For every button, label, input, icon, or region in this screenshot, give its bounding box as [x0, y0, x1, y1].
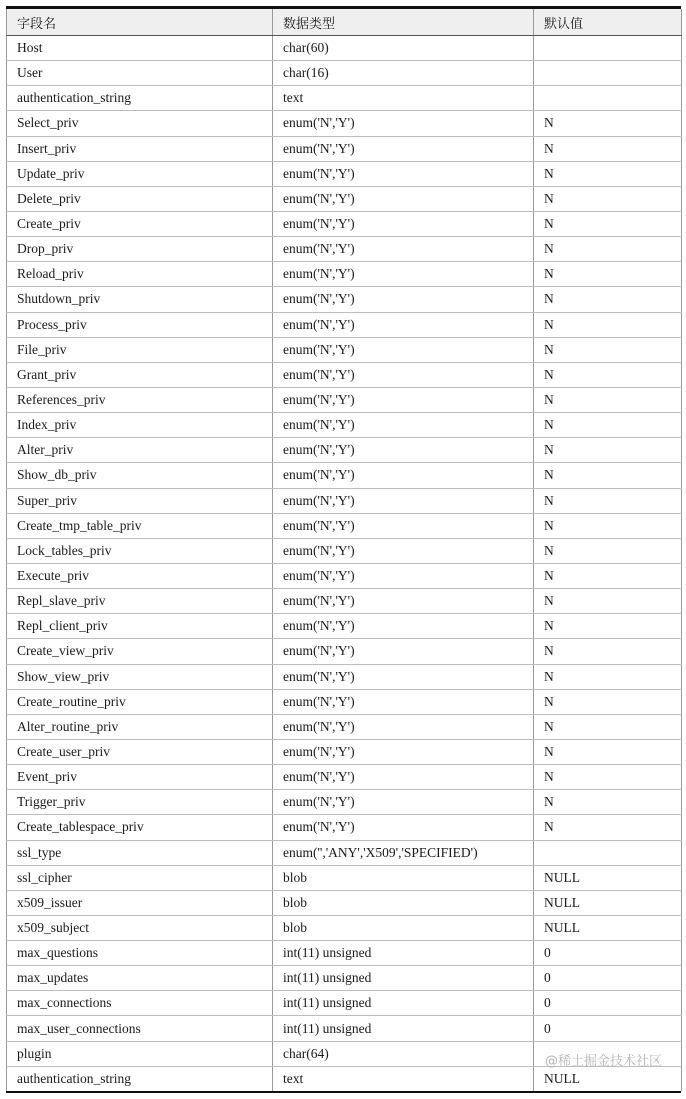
cell-field-name: plugin [7, 1041, 273, 1066]
cell-field-name: Repl_slave_priv [7, 589, 273, 614]
table-row [7, 714, 682, 739]
table-row [7, 765, 682, 790]
cell-data-type: text [273, 1066, 534, 1091]
cell-data-type: enum('N','Y') [273, 689, 534, 714]
table-body [7, 36, 682, 1091]
cell-data-type: enum('N','Y') [273, 513, 534, 538]
cell-default-value: N [534, 211, 682, 236]
cell-field-name: max_user_connections [7, 1016, 273, 1041]
cell-field-name: Create_tmp_table_priv [7, 513, 273, 538]
cell-field-name: Delete_priv [7, 186, 273, 211]
cell-default-value: 0 [534, 966, 682, 991]
table-row [7, 237, 682, 262]
table-row [7, 36, 682, 61]
cell-field-name: Trigger_priv [7, 790, 273, 815]
cell-default-value: N [534, 337, 682, 362]
cell-field-name: Alter_priv [7, 438, 273, 463]
table-header [7, 9, 682, 36]
cell-default-value [534, 86, 682, 111]
cell-field-name: Drop_priv [7, 237, 273, 262]
cell-default-value [534, 840, 682, 865]
table-row [7, 664, 682, 689]
cell-data-type: enum('N','Y') [273, 362, 534, 387]
cell-default-value: N [534, 312, 682, 337]
cell-data-type: enum('N','Y') [273, 337, 534, 362]
cell-data-type: enum('N','Y') [273, 614, 534, 639]
header-data-type: 数据类型 [273, 9, 534, 36]
cell-field-name: Lock_tables_priv [7, 538, 273, 563]
cell-field-name: Host [7, 36, 273, 61]
cell-data-type: char(64) [273, 1041, 534, 1066]
cell-data-type: enum('','ANY','X509','SPECIFIED') [273, 840, 534, 865]
table-row [7, 488, 682, 513]
cell-field-name: ssl_cipher [7, 865, 273, 890]
cell-data-type: blob [273, 865, 534, 890]
watermark: @稀土掘金技术社区 [544, 1054, 662, 1069]
cell-field-name: authentication_string [7, 1066, 273, 1091]
header-row [7, 9, 682, 36]
cell-data-type: enum('N','Y') [273, 287, 534, 312]
table-row [7, 991, 682, 1016]
table-row [7, 865, 682, 890]
cell-default-value: N [534, 765, 682, 790]
cell-default-value [534, 61, 682, 86]
cell-data-type: enum('N','Y') [273, 186, 534, 211]
cell-field-name: Create_user_priv [7, 739, 273, 764]
table-row [7, 111, 682, 136]
table-row [7, 136, 682, 161]
cell-data-type: enum('N','Y') [273, 639, 534, 664]
cell-field-name: User [7, 61, 273, 86]
cell-field-name: max_questions [7, 941, 273, 966]
cell-default-value: N [534, 161, 682, 186]
table-row [7, 387, 682, 412]
cell-data-type: enum('N','Y') [273, 312, 534, 337]
cell-field-name: Alter_routine_priv [7, 714, 273, 739]
table-row [7, 941, 682, 966]
cell-data-type: enum('N','Y') [273, 739, 534, 764]
cell-field-name: References_priv [7, 387, 273, 412]
cell-data-type: enum('N','Y') [273, 262, 534, 287]
table-row [7, 186, 682, 211]
cell-data-type: enum('N','Y') [273, 538, 534, 563]
cell-default-value: N [534, 614, 682, 639]
cell-default-value: NULL [534, 865, 682, 890]
cell-data-type: int(11) unsigned [273, 941, 534, 966]
table-row [7, 563, 682, 588]
cell-field-name: Update_priv [7, 161, 273, 186]
cell-default-value: N [534, 714, 682, 739]
cell-data-type: enum('N','Y') [273, 387, 534, 412]
cell-default-value: N [534, 815, 682, 840]
table-row [7, 614, 682, 639]
cell-default-value: N [534, 563, 682, 588]
table-row [7, 362, 682, 387]
cell-field-name: max_connections [7, 991, 273, 1016]
cell-data-type: char(60) [273, 36, 534, 61]
field-table [6, 9, 682, 1091]
table-row [7, 790, 682, 815]
cell-default-value: N [534, 664, 682, 689]
cell-default-value: N [534, 463, 682, 488]
cell-data-type: enum('N','Y') [273, 211, 534, 236]
cell-default-value: N [534, 237, 682, 262]
cell-data-type: enum('N','Y') [273, 765, 534, 790]
cell-data-type: int(11) unsigned [273, 966, 534, 991]
cell-default-value: NULL [534, 915, 682, 940]
header-field-name: 字段名 [7, 9, 273, 36]
cell-data-type: enum('N','Y') [273, 413, 534, 438]
table-row [7, 890, 682, 915]
cell-default-value: 0 [534, 941, 682, 966]
cell-default-value: 0 [534, 1016, 682, 1041]
table-row [7, 513, 682, 538]
cell-default-value [534, 36, 682, 61]
cell-field-name: Reload_priv [7, 262, 273, 287]
cell-data-type: enum('N','Y') [273, 790, 534, 815]
cell-field-name: Repl_client_priv [7, 614, 273, 639]
cell-field-name: x509_issuer [7, 890, 273, 915]
cell-data-type: enum('N','Y') [273, 463, 534, 488]
cell-field-name: Show_view_priv [7, 664, 273, 689]
table-row [7, 61, 682, 86]
table-row [7, 262, 682, 287]
cell-default-value: N [534, 136, 682, 161]
cell-default-value: N [534, 413, 682, 438]
cell-field-name: Event_priv [7, 765, 273, 790]
cell-default-value: N [534, 488, 682, 513]
cell-data-type: enum('N','Y') [273, 714, 534, 739]
cell-default-value: 0 [534, 991, 682, 1016]
cell-data-type: enum('N','Y') [273, 111, 534, 136]
cell-field-name: x509_subject [7, 915, 273, 940]
cell-data-type: blob [273, 890, 534, 915]
cell-data-type: enum('N','Y') [273, 438, 534, 463]
cell-field-name: authentication_string [7, 86, 273, 111]
cell-field-name: Insert_priv [7, 136, 273, 161]
cell-default-value: N [534, 689, 682, 714]
cell-field-name: Index_priv [7, 413, 273, 438]
cell-default-value: N [534, 538, 682, 563]
table-row [7, 86, 682, 111]
cell-default-value: N [534, 387, 682, 412]
cell-data-type: int(11) unsigned [273, 991, 534, 1016]
cell-default-value: N [534, 639, 682, 664]
cell-default-value: N [534, 186, 682, 211]
cell-field-name: Show_db_priv [7, 463, 273, 488]
cell-field-name: Grant_priv [7, 362, 273, 387]
cell-field-name: Shutdown_priv [7, 287, 273, 312]
cell-default-value: N [534, 513, 682, 538]
table-row [7, 161, 682, 186]
table-row [7, 689, 682, 714]
cell-data-type: enum('N','Y') [273, 161, 534, 186]
cell-field-name: Process_priv [7, 312, 273, 337]
cell-data-type: blob [273, 915, 534, 940]
cell-data-type: enum('N','Y') [273, 589, 534, 614]
table-row [7, 639, 682, 664]
cell-default-value: N [534, 739, 682, 764]
cell-default-value: N [534, 589, 682, 614]
cell-field-name: Create_view_priv [7, 639, 273, 664]
cell-data-type: enum('N','Y') [273, 136, 534, 161]
cell-default-value: N [534, 262, 682, 287]
table-row [7, 438, 682, 463]
table-row [7, 1066, 682, 1091]
table-row [7, 589, 682, 614]
table-row [7, 287, 682, 312]
table-row [7, 739, 682, 764]
cell-default-value: N [534, 111, 682, 136]
cell-default-value: NULL [534, 1066, 682, 1091]
cell-field-name: Create_routine_priv [7, 689, 273, 714]
table-row [7, 915, 682, 940]
cell-field-name: Execute_priv [7, 563, 273, 588]
cell-data-type: enum('N','Y') [273, 664, 534, 689]
cell-field-name: Super_priv [7, 488, 273, 513]
cell-field-name: ssl_type [7, 840, 273, 865]
table-row [7, 312, 682, 337]
table-row [7, 211, 682, 236]
cell-default-value: N [534, 287, 682, 312]
cell-default-value: NULL [534, 890, 682, 915]
cell-data-type: enum('N','Y') [273, 237, 534, 262]
table-row [7, 337, 682, 362]
table-row [7, 966, 682, 991]
field-table-container [6, 6, 681, 1093]
cell-default-value: N [534, 362, 682, 387]
table-row [7, 413, 682, 438]
cell-data-type: enum('N','Y') [273, 815, 534, 840]
cell-default-value: N [534, 790, 682, 815]
cell-field-name: max_updates [7, 966, 273, 991]
table-row [7, 815, 682, 840]
cell-data-type: enum('N','Y') [273, 563, 534, 588]
cell-data-type: text [273, 86, 534, 111]
table-row [7, 1016, 682, 1041]
cell-default-value: N [534, 438, 682, 463]
cell-data-type: enum('N','Y') [273, 488, 534, 513]
cell-data-type: char(16) [273, 61, 534, 86]
header-default-value: 默认值 [534, 9, 682, 36]
cell-field-name: Select_priv [7, 111, 273, 136]
table-row [7, 840, 682, 865]
table-row [7, 538, 682, 563]
cell-field-name: Create_tablespace_priv [7, 815, 273, 840]
cell-field-name: File_priv [7, 337, 273, 362]
cell-field-name: Create_priv [7, 211, 273, 236]
table-row [7, 463, 682, 488]
cell-data-type: int(11) unsigned [273, 1016, 534, 1041]
